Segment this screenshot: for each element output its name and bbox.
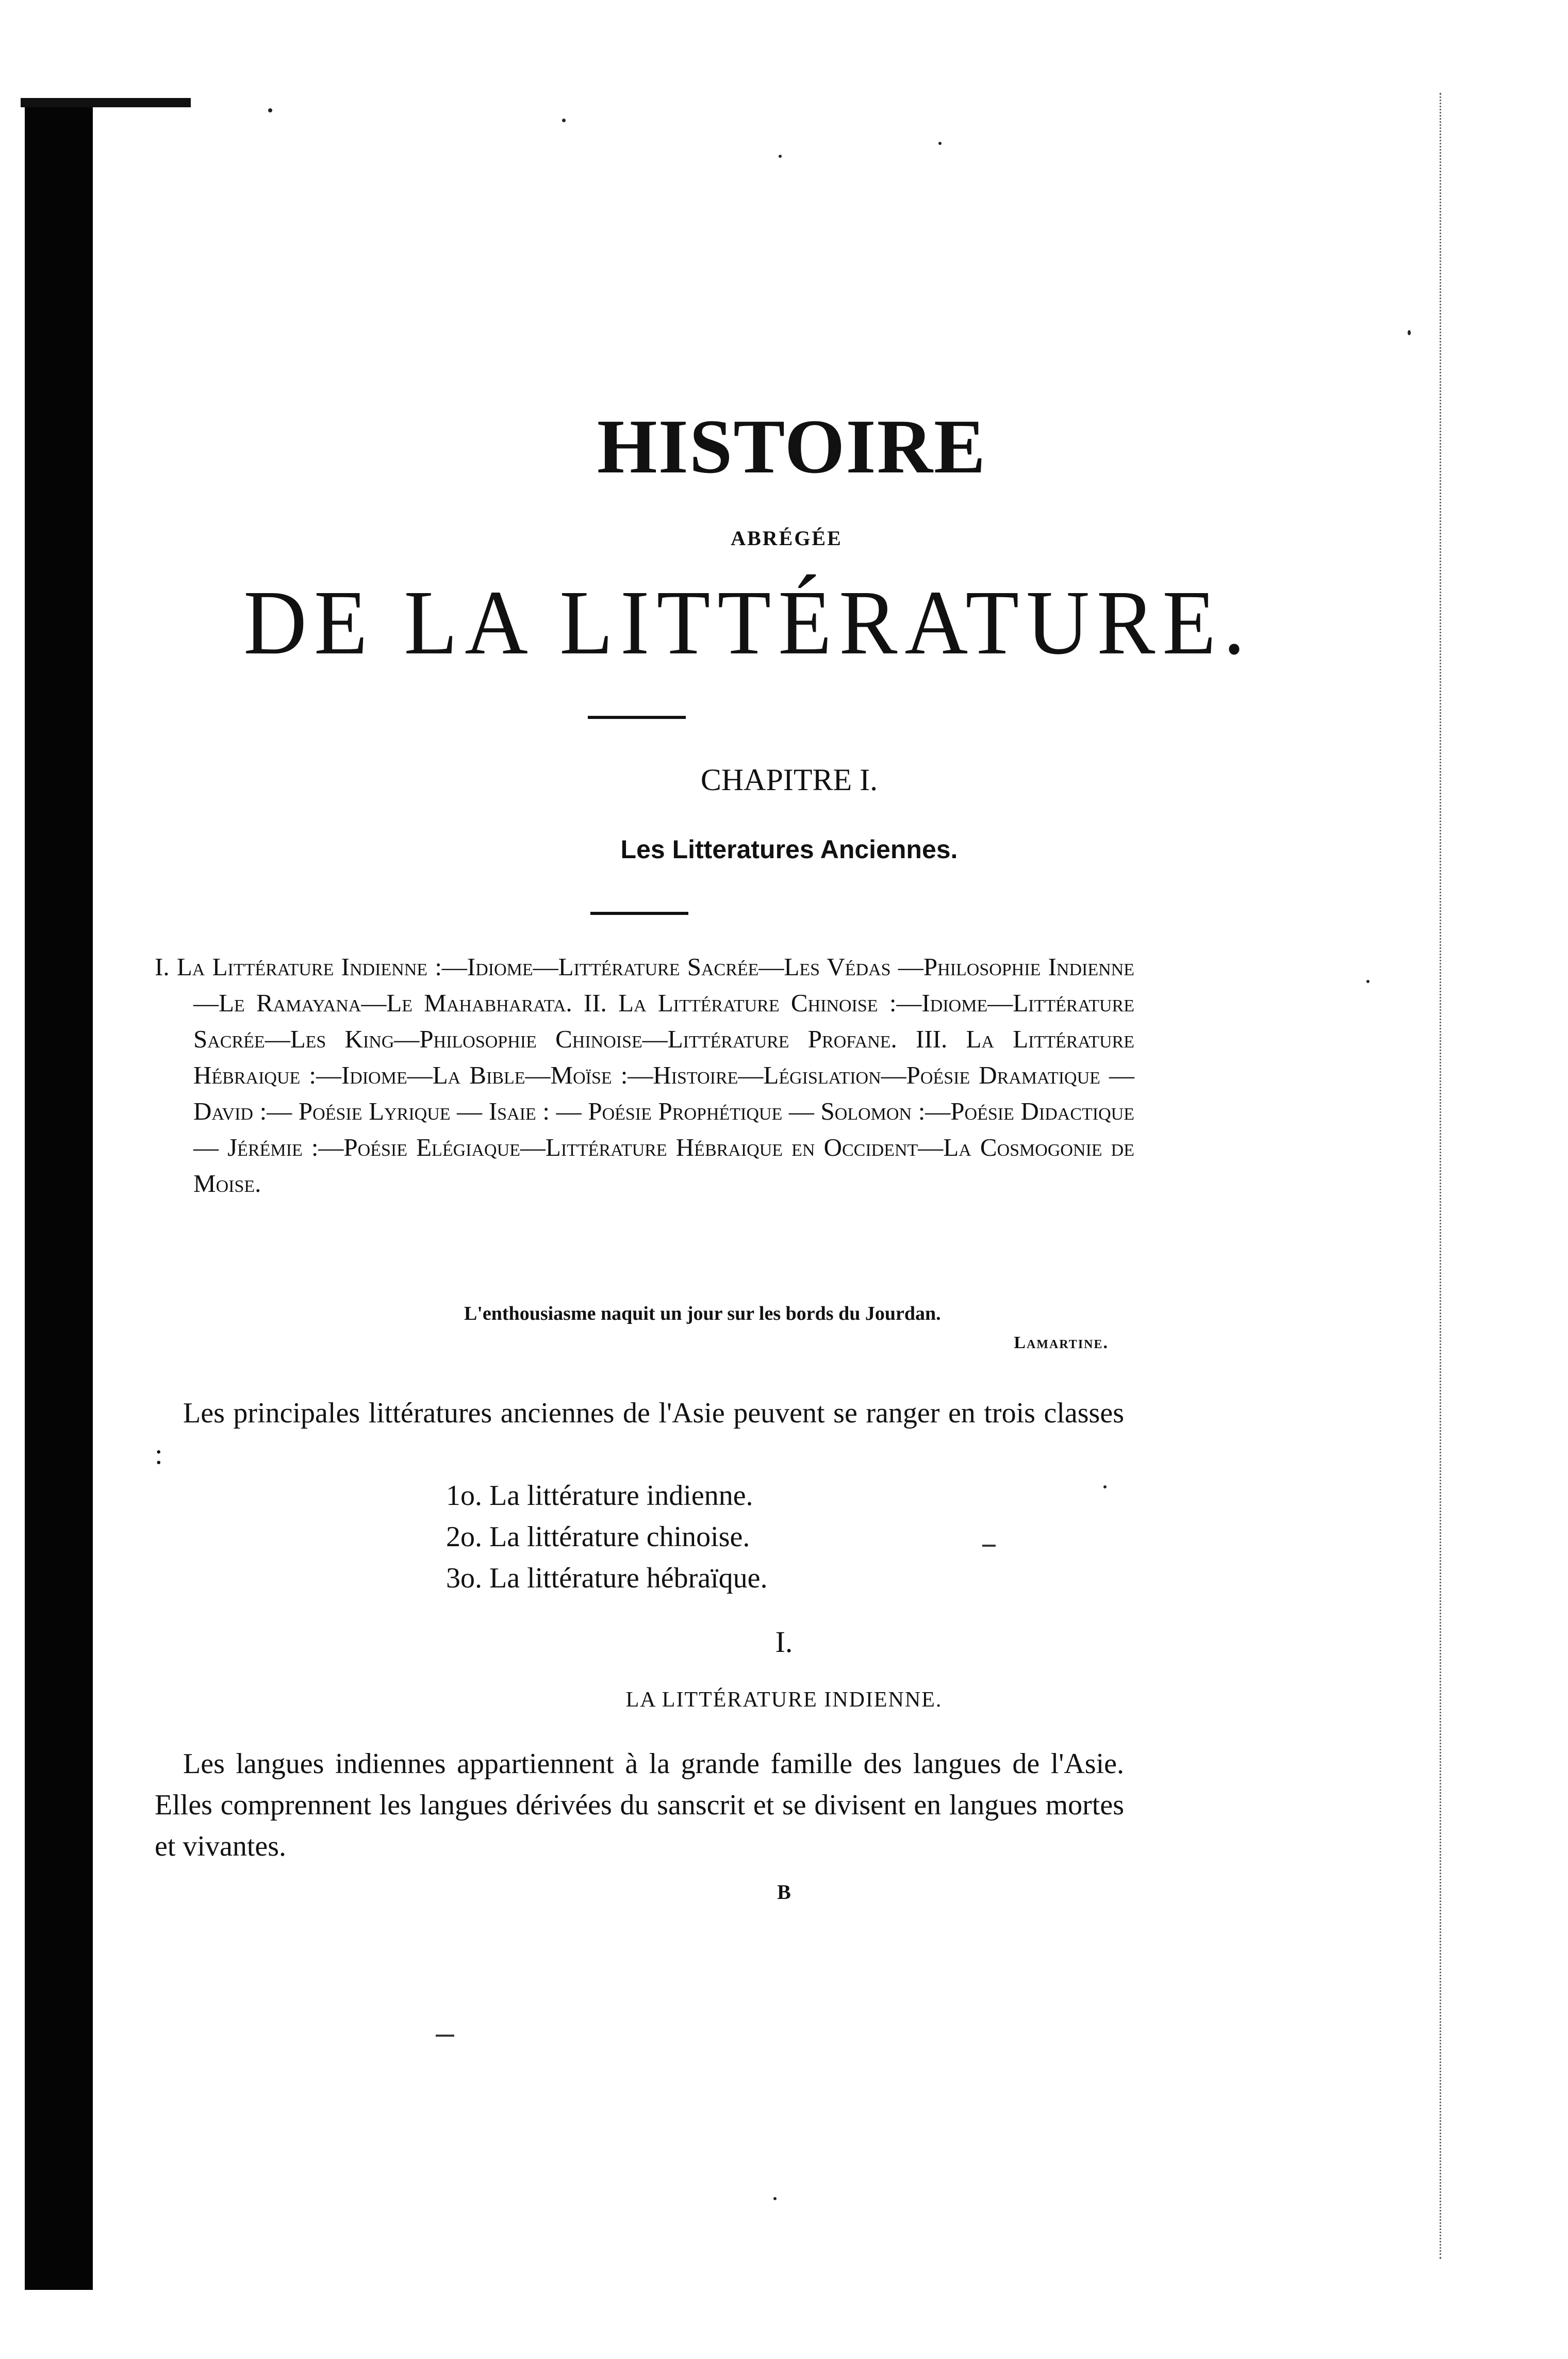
chapter-summary: I. La Littérature Indienne :—Idiome—Littérature Sacrée—Les Védas —Philosophie Indienne—Le Ramayana—Le Mahabharata. II. La Littérature Chinoise :—Idiome—Littérature Sacrée—Les King—Philosophie Chinoise—Littérature Profane. III. La Littérature Hébraique :—Idiome—La Bible—Moïse :—Histoire—Législation—Poésie Dramatique —David :— Poésie Lyrique — Isaie : — Poésie Prophétique — Solomon :—Poésie Didactique — Jérémie :—Poésie Elégiaque—Littérature Hébraique en Occident—La Cosmogonie de Moise. [155,953,1134,1198]
scan-speck [268,108,272,112]
signature-mark: B [777,1880,791,1904]
scan-speck [1366,980,1369,983]
binding-shadow-top [21,98,191,107]
title-subtitle: DE LA LITTÉRATURE. [243,571,1252,674]
scan-speck [562,119,566,122]
scan-speck [938,142,942,145]
chapter-subtitle: Les Litteratures Anciennes. [620,835,958,864]
intro-text: Les principales littératures anciennes de l'Asie peuvent se ranger en trois classes : [155,1397,1124,1470]
body-text: Les langues indiennes appartiennent à la grande famille des langues de l'Asie. Elles comprennent les langues dérivées du sanscrit et se divisent en langues mortes et vivantes. [155,1748,1124,1862]
title-main: HISTOIRE [597,404,987,489]
title-abregee: ABRÉGÉE [731,527,843,550]
list-item: 1o. La littérature indienne. [446,1480,753,1512]
epigraph-quote: L'enthousiasme naquit un jour sur les bords du Jourdan. [464,1303,941,1324]
scan-mark [436,2035,454,2037]
scan-speck [779,155,782,158]
list-item: 3o. La littérature hébraïque. [446,1562,768,1594]
section-number: I. [775,1625,793,1659]
scan-speck [773,2197,777,2200]
chapter-rule [590,912,688,915]
scan-speck [1103,1485,1107,1488]
section-title: LA LITTÉRATURE INDIENNE. [625,1688,943,1712]
body-paragraph [155,1743,1124,1867]
scan-speck [1408,330,1411,335]
title-rule [588,716,686,719]
chapter-heading: CHAPITRE I. [700,763,878,797]
intro-paragraph [155,1393,1124,1475]
scan-mark [982,1545,996,1547]
epigraph-author: Lamartine. [1014,1333,1109,1352]
list-item: 2o. La littérature chinoise. [446,1521,750,1553]
